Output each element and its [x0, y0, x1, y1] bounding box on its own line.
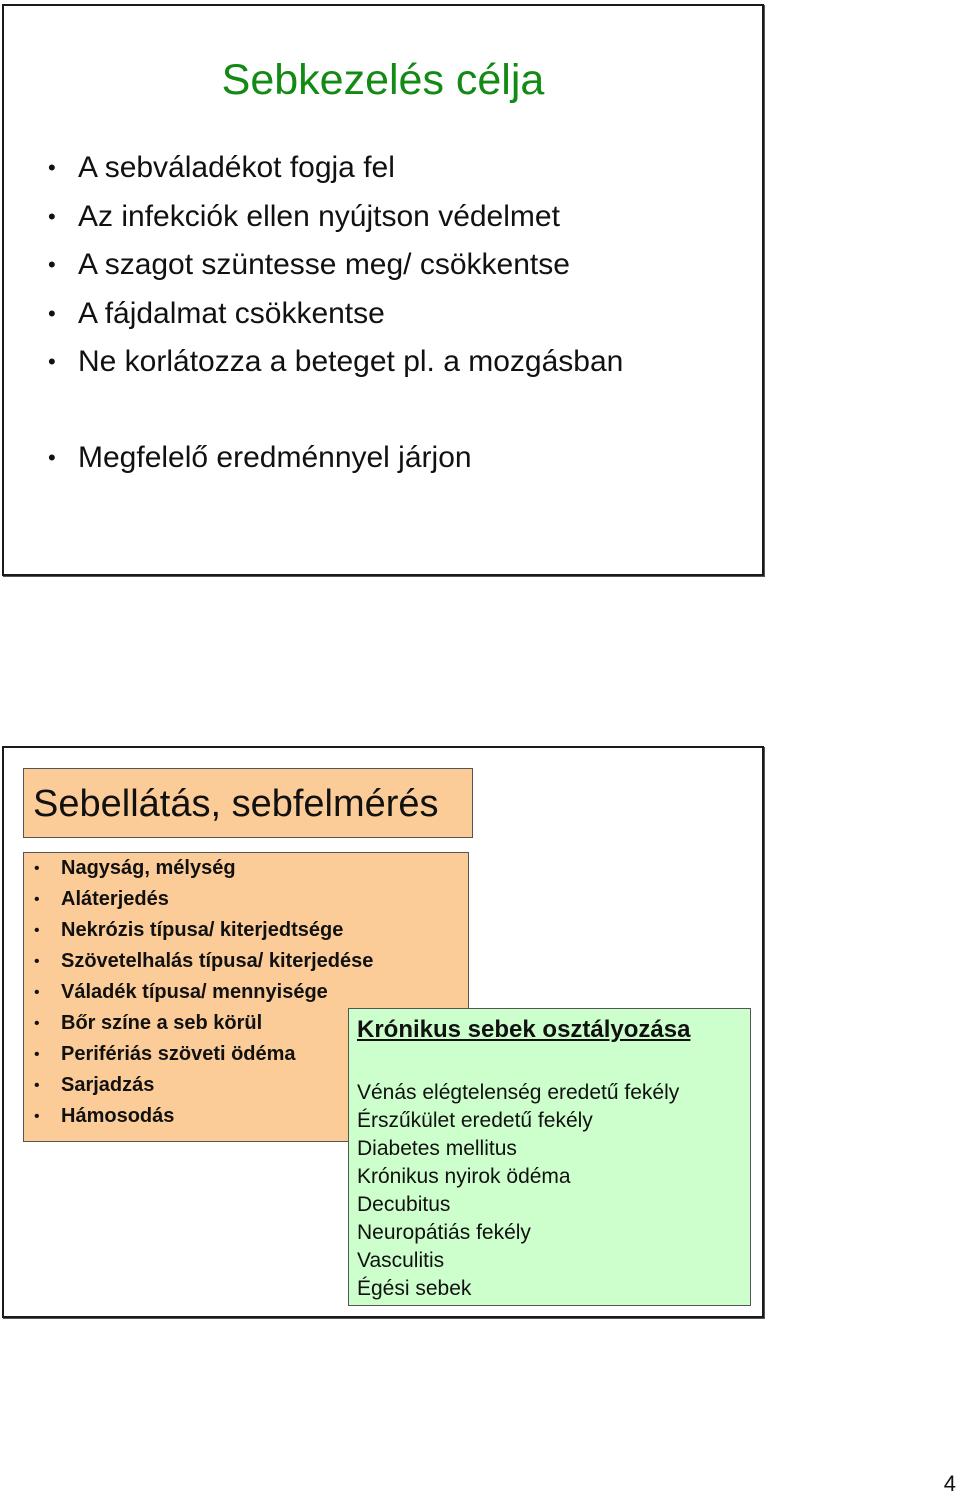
bullet-item: • Megfelelő eredménnyel járjon [44, 434, 472, 482]
slide-title: Sebkezelés célja [221, 56, 545, 104]
page-number: 4 [943, 1471, 956, 1496]
list-item: Decubitus [357, 1193, 451, 1216]
classification-list [357, 1079, 679, 1303]
list-item: Krónikus nyirok ödéma [357, 1165, 571, 1188]
slide-1 [2, 4, 764, 576]
list-item: Neuropátiás fekély [357, 1221, 531, 1244]
bullet-item: • Nekrózis típusa/ kiterjedtsége [31, 915, 373, 946]
bullet-item: • Bőr színe a seb körül [31, 1008, 373, 1039]
list-item: Vénás elégtelenség eredetű fekély [357, 1081, 680, 1104]
bullet-item: • Ne korlátozza a beteget pl. a mozgásban [44, 338, 623, 387]
list-item: Vasculitis [357, 1249, 445, 1272]
bullet-item: • Perifériás szöveti ödéma [31, 1039, 373, 1070]
goal-bullet-list-last [44, 434, 472, 482]
bullet-item: • Aláterjedés [31, 884, 373, 915]
assessment-bullet-list [31, 853, 373, 1132]
bullet-item: • Sarjadzás [31, 1070, 373, 1101]
bullet-item: • A sebváladékot fogja fel [44, 144, 623, 193]
list-item: Égési sebek [357, 1277, 472, 1300]
bullet-item: • Nagyság, mélység [31, 853, 373, 884]
slide-2 [2, 746, 764, 1318]
list-item: Érszűkület eredetű fekély [357, 1109, 593, 1132]
goal-bullet-list [44, 144, 623, 387]
list-item: Diabetes mellitus [357, 1137, 517, 1160]
bullet-item: • Szövetelhalás típusa/ kiterjedése [31, 946, 373, 977]
bullet-item: • Az infekciók ellen nyújtson védelmet [44, 193, 623, 242]
slide-title: Sebellátás, sebfelmérés [33, 783, 439, 825]
title-box [23, 768, 473, 838]
classification-title: Krónikus sebek osztályozása [357, 1016, 691, 1043]
bullet-item: • A szagot szüntesse meg/ csökkentse [44, 241, 623, 290]
classification-box [348, 1008, 751, 1306]
bullet-item: • Hámosodás [31, 1101, 373, 1132]
bullet-item: • Váladék típusa/ mennyisége [31, 977, 373, 1008]
bullet-item: • A fájdalmat csökkentse [44, 290, 623, 339]
